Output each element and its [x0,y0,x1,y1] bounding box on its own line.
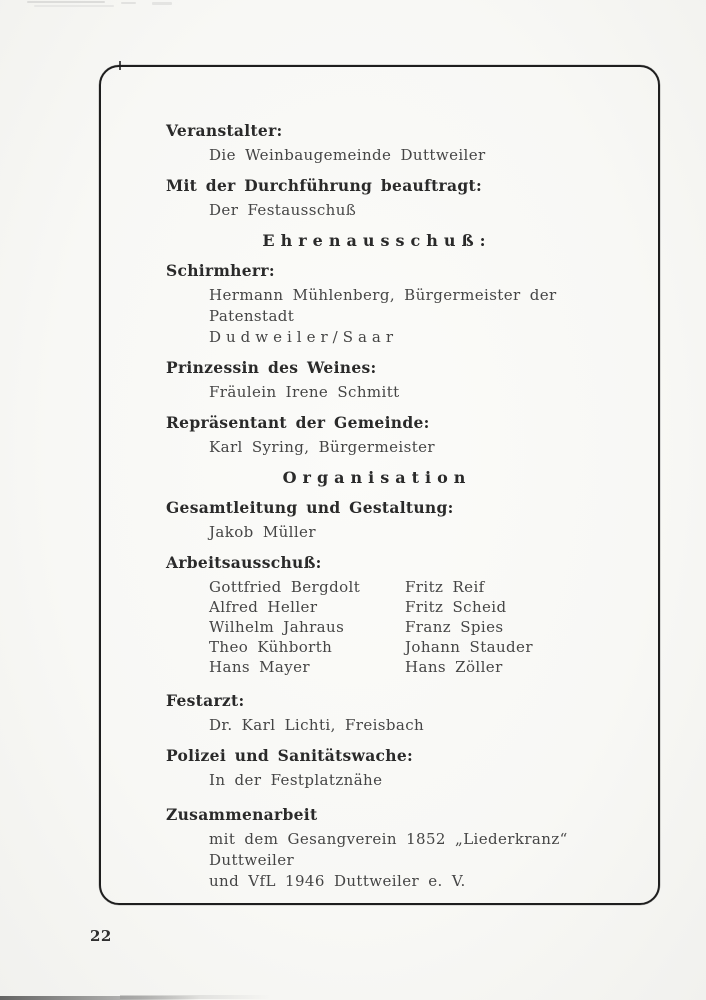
section-heading: Festarzt: [166,691,245,710]
section-line: Dr. Karl Lichti, Freisbach [209,716,425,734]
committee-member: Gottfried Bergdolt [209,578,361,596]
scan-mark [152,2,172,5]
name-columns [209,577,618,677]
section-heading: Polizei und Sanitätswache: [166,746,414,765]
section-line: Der Festausschuß [209,201,357,219]
section-line: mit dem Gesangverein 1852 „Liederkranz“ Duttweiler [209,830,568,869]
committee-member: Alfred Heller [209,598,318,616]
section-gesamtleitung [166,497,618,543]
scan-mark [121,2,136,4]
section-zusammenarbeit [166,804,618,892]
section-durchfuehrung [166,175,618,221]
page-border-frame [99,65,660,905]
scan-mark [27,1,105,3]
section-prinzessin [166,357,618,403]
section-heading: Zusammenarbeit [166,805,318,824]
section-veranstalter [166,120,618,166]
section-line: Die Weinbaugemeinde Duttweiler [209,146,486,164]
committee-member: Theo Kühborth [209,638,333,656]
scan-mark [34,5,114,7]
section-heading: Gesamtleitung und Gestaltung: [166,498,454,517]
section-line: Jakob Müller [209,523,316,541]
committee-member: Hans Zöller [405,658,503,676]
section-line: Hermann Mühlenberg, Bürgermeister der Patenstadt [209,286,557,325]
section-festarzt [166,690,618,736]
section-repraesentant [166,412,618,458]
committee-member: Franz Spies [405,618,504,636]
section-line: Fräulein Irene Schmitt [209,383,400,401]
scan-mark [120,995,270,999]
section-line: In der Festplatznähe [209,771,383,789]
section-polizei [166,745,618,791]
section-heading: Repräsentant der Gemeinde: [166,413,430,432]
section-heading: Arbeitsausschuß: [166,553,322,572]
section-heading: Mit der Durchführung beauftragt: [166,176,482,195]
section-line: Karl Syring, Bürgermeister [209,438,435,456]
committee-member: Wilhelm Jahraus [209,618,345,636]
program-page-content [101,67,658,892]
section-arbeitsausschuss [166,552,618,677]
committee-member: Johann Stauder [405,638,533,656]
section-heading: Veranstalter: [166,121,283,140]
name-column-right [405,577,601,677]
section-line: Dudweiler/Saar [209,328,399,346]
centered-heading-ehrenausschuss: Ehrenausschuß: [262,231,492,250]
name-column-left [209,577,405,677]
committee-member: Fritz Scheid [405,598,507,616]
section-schirmherr [166,260,618,348]
section-heading: Schirmherr: [166,261,275,280]
page-number: 22 [90,927,112,945]
section-line: und VfL 1946 Duttweiler e. V. [209,872,466,890]
section-heading: Prinzessin des Weines: [166,358,377,377]
committee-member: Fritz Reif [405,578,485,596]
committee-member: Hans Mayer [209,658,310,676]
centered-heading-organisation: Organisation [282,468,472,487]
